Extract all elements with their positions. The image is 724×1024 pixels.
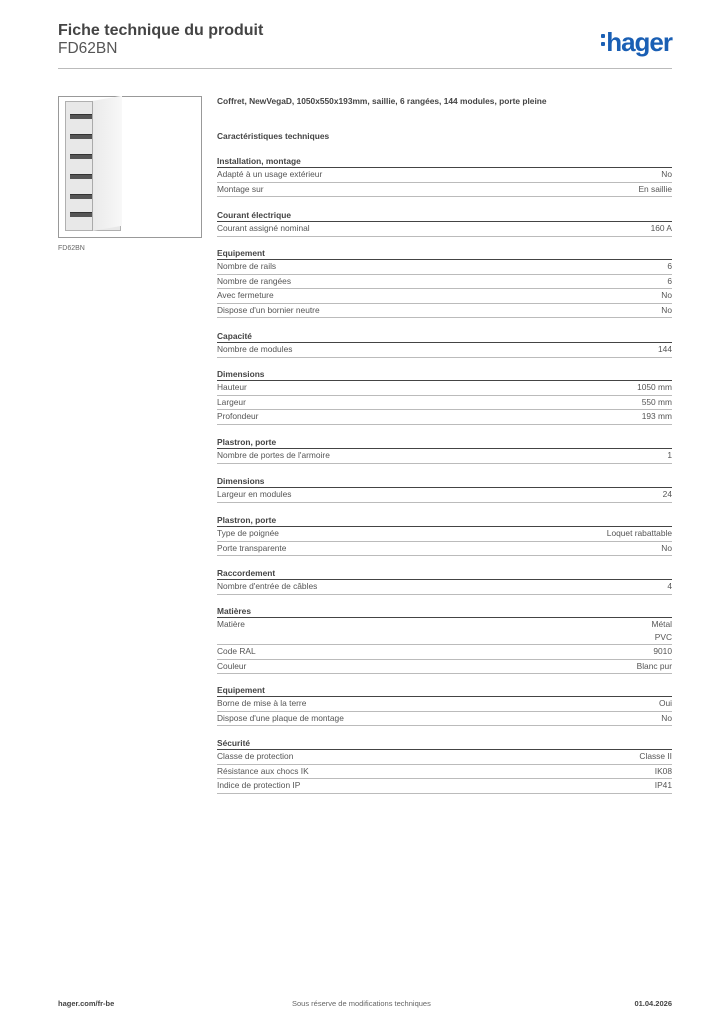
spec-row [217, 343, 672, 358]
spec-value: 6 [667, 261, 672, 271]
spec-label: Nombre d'entrée de câbles [217, 581, 318, 591]
section-title: Matières [217, 605, 672, 618]
spec-section [217, 605, 672, 674]
spec-row [217, 260, 672, 275]
image-caption: FD62BN [58, 245, 85, 252]
spec-label: Largeur en modules [217, 489, 292, 499]
section-title: Courant électrique [217, 209, 672, 222]
spec-label: Porte transparente [217, 542, 287, 553]
spec-value: No [661, 712, 672, 723]
spec-row [217, 449, 672, 464]
spec-row [217, 410, 672, 425]
spec-row [217, 542, 672, 557]
spec-section [217, 368, 672, 425]
spec-label: Matière [217, 619, 245, 629]
logo-dots-icon [601, 34, 605, 50]
spec-section [217, 209, 672, 237]
spec-label: Nombre de rails [217, 261, 277, 271]
spec-value: Loquet rabattable [606, 528, 672, 538]
spec-row [217, 304, 672, 319]
spec-label: Hauteur [217, 382, 247, 392]
spec-value: 160 A [650, 223, 672, 233]
spec-value: IK08 [654, 765, 672, 776]
spec-label: Nombre de rangées [217, 275, 292, 286]
section-title: Plastron, porte [217, 514, 672, 527]
section-title: Equipement [217, 684, 672, 697]
cabinet-door [92, 96, 122, 231]
spec-value: 550 mm [641, 396, 672, 407]
spec-row [217, 381, 672, 396]
spec-label: Type de poignée [217, 528, 279, 538]
spec-row [217, 660, 672, 675]
brand-logo: hager [601, 27, 672, 58]
spec-value: No [661, 542, 672, 553]
footer-website: hager.com/fr-be [58, 999, 115, 1008]
product-summary [217, 96, 672, 142]
page-header [58, 22, 672, 68]
spec-row [217, 765, 672, 780]
spec-label: Avec fermeture [217, 290, 274, 301]
spec-row [217, 697, 672, 712]
spec-section [217, 330, 672, 358]
spec-label: Dispose d'une plaque de montage [217, 712, 344, 723]
spec-value: No [661, 304, 672, 315]
section-title: Capacité [217, 330, 672, 343]
spec-value: 24 [662, 489, 672, 499]
spec-section [217, 514, 672, 556]
section-title: Installation, montage [217, 155, 672, 168]
product-reference: FD62BN [58, 40, 118, 57]
spec-value: 193 mm [641, 411, 672, 422]
spec-section [217, 436, 672, 464]
spec-section [217, 684, 672, 726]
spec-value: Blanc pur [636, 660, 672, 671]
section-title: Dimensions [217, 368, 672, 381]
spec-value: 9010 [653, 646, 672, 656]
spec-label: Classe de protection [217, 751, 294, 761]
spec-section [217, 567, 672, 595]
section-title: Sécurité [217, 737, 672, 750]
spec-value: En saillie [638, 183, 672, 194]
section-title: Raccordement [217, 567, 672, 580]
spec-value: 144 [658, 344, 672, 354]
footer-date: 01.04.2026 [634, 999, 672, 1008]
section-title: Equipement [217, 247, 672, 260]
spec-value: 1050 mm [637, 382, 672, 392]
spec-value: IP41 [654, 780, 672, 791]
spec-value: 6 [667, 275, 672, 286]
spec-row [217, 779, 672, 794]
spec-row [217, 527, 672, 542]
document-title: Fiche technique du produit [58, 22, 264, 39]
spec-row [217, 183, 672, 198]
spec-row [217, 275, 672, 290]
spec-label: Nombre de portes de l'armoire [217, 450, 330, 460]
spec-label: Largeur [217, 396, 246, 407]
spec-value: No [661, 169, 672, 179]
spec-row [217, 396, 672, 411]
spec-value: Métal PVC [651, 619, 672, 642]
spec-label: Résistance aux chocs IK [217, 765, 309, 776]
spec-label: Dispose d'un bornier neutre [217, 304, 320, 315]
spec-heading: Caractéristiques techniques [217, 131, 330, 141]
product-image [58, 96, 202, 238]
spec-label: Couleur [217, 660, 247, 671]
spec-row [217, 580, 672, 595]
spec-label: Nombre de modules [217, 344, 293, 354]
spec-label: Code RAL [217, 646, 256, 656]
spec-label: Indice de protection IP [217, 780, 301, 791]
spec-value: 4 [667, 581, 672, 591]
spec-label: Adapté à un usage extérieur [217, 169, 323, 179]
spec-row [217, 618, 672, 645]
spec-label: Borne de mise à la terre [217, 698, 307, 708]
spec-section [217, 247, 672, 318]
spec-label: Courant assigné nominal [217, 223, 310, 233]
spec-value: 1 [667, 450, 672, 460]
product-description: Coffret, NewVegaD, 1050x550x193mm, saillie, 6 rangées, 144 modules, porte pleine [217, 96, 547, 106]
spec-value: Classe II [639, 751, 672, 761]
spec-row [217, 645, 672, 660]
spec-label: Montage sur [217, 183, 264, 194]
spec-row [217, 222, 672, 237]
spec-row [217, 750, 672, 765]
spec-row [217, 712, 672, 727]
header-divider [58, 68, 672, 69]
spec-row [217, 289, 672, 304]
spec-section [217, 475, 672, 503]
spec-value: Oui [658, 698, 672, 708]
footer-disclaimer: Sous réserve de modifications techniques [292, 999, 431, 1008]
spec-row [217, 168, 672, 183]
spec-value: No [661, 290, 672, 301]
spec-section [217, 155, 672, 197]
spec-section [217, 737, 672, 794]
section-title: Plastron, porte [217, 436, 672, 449]
spec-row [217, 488, 672, 503]
section-title: Dimensions [217, 475, 672, 488]
spec-label: Profondeur [217, 411, 259, 422]
